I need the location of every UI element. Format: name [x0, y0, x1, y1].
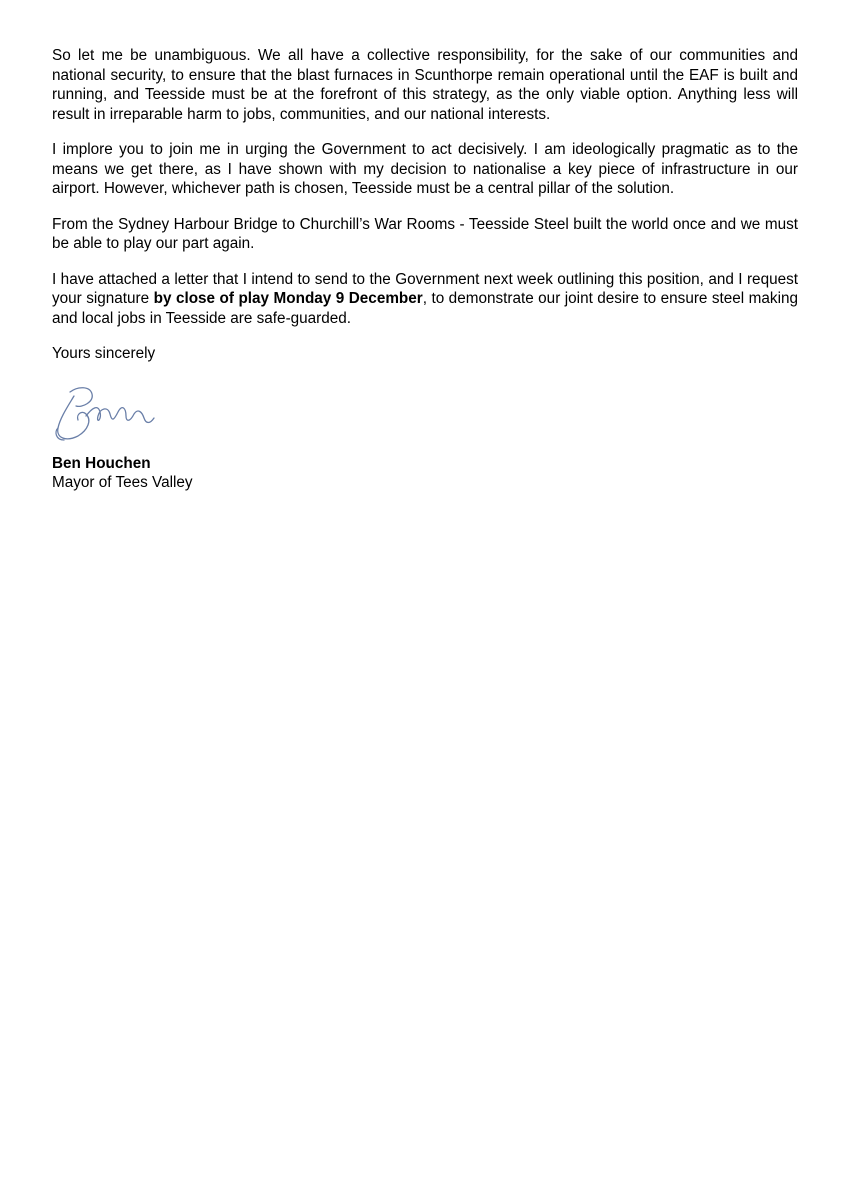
request-deadline: by close of play Monday 9 December	[153, 290, 423, 307]
paragraph-signature-request	[52, 270, 798, 329]
letter-page	[52, 46, 798, 493]
paragraph-sydney-harbour: From the Sydney Harbour Bridge to Churchill’s War Rooms - Teesside Steel built the world once and we must be able to play our part again.	[52, 215, 798, 252]
closing-salutation: Yours sincerely	[52, 345, 156, 362]
paragraph-implore: I implore you to join me in urging the Government to act decisively. I am ideologically pragmatic as to the means we get there, as I have shown with my decision to nationalise a key piece of infrastructure in our airport. However, whichever path is chosen, Teesside must be a central pillar of the solution.	[52, 141, 798, 197]
request-text-before: I have attached a letter that I intend to send to the Government next week outlining this position, and I request your signature	[52, 270, 798, 307]
signatory-name: Ben Houchen	[52, 454, 151, 472]
signatory-role: Mayor of Tees Valley	[52, 474, 193, 491]
handwritten-signature	[52, 382, 162, 444]
paragraph-unambiguous: So let me be unambiguous. We all have a collective responsibility, for the sake of our communities and national security, to ensure that the blast furnaces in Scunthorpe remain operational until the EAF is built and running, and Teesside must be at the forefront of this strategy, as the only viable option. Anything less will result in irreparable harm to jobs, communities, and our national interests.	[52, 47, 798, 123]
request-text-after: , to demonstrate our joint desire to ensure steel making and local jobs in Teesside are safe-guarded.	[52, 290, 798, 327]
